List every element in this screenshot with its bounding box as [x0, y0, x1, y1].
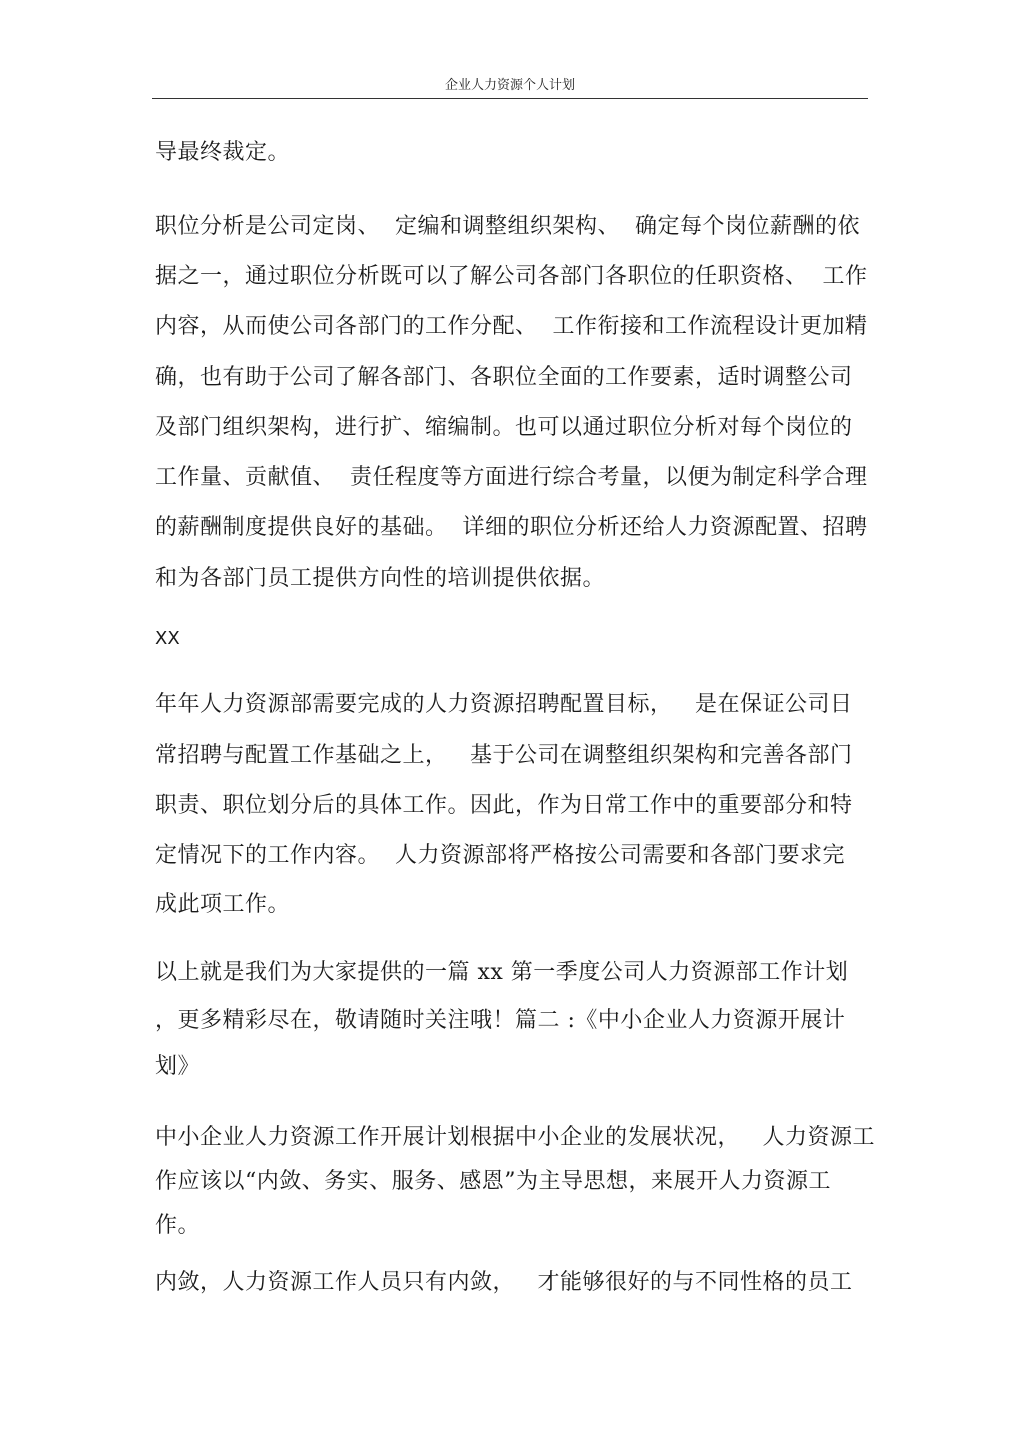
text-line: 定情况下的工作内容。 人力资源部将严格按公司需要和各部门要求完 [155, 843, 845, 868]
text-line: 年年人力资源部需要完成的人力资源招聘配置目标， 是在保证公司日 [155, 692, 853, 717]
text-line: 导最终裁定。 [155, 140, 291, 165]
text-line: ，更多精彩尽在，敬请随时关注哦！篇二 :《中小企业人力资源开展计 [155, 1008, 846, 1033]
text-line: 职责、职位划分后的具体工作。因此，作为日常工作中的重要部分和特 [155, 793, 853, 818]
text-line: 中小企业人力资源工作开展计划根据中小企业的发展状况， 人力资源工 [155, 1125, 875, 1150]
text-line: 成此项工作。 [155, 892, 291, 917]
text-line: 以上就是我们为大家提供的一篇 xx 第一季度公司人力资源部工作计划 [155, 960, 849, 985]
text-line: 据之一，通过职位分析既可以了解公司各部门各职位的任职资格、 工作 [155, 264, 868, 289]
header-divider [152, 98, 868, 99]
text-line: 和为各部门员工提供方向性的培训提供依据。 [155, 566, 606, 591]
text-line: 常招聘与配置工作基础之上， 基于公司在调整组织架构和完善各部门 [155, 743, 853, 768]
text-line: 内容，从而使公司各部门的工作分配、 工作衔接和工作流程设计更加精 [155, 314, 868, 339]
text-line: 的薪酬制度提供良好的基础。 详细的职位分析还给人力资源配置、招聘 [155, 515, 868, 540]
text-line: 内敛，人力资源工作人员只有内敛， 才能够很好的与不同性格的员工 [155, 1270, 853, 1295]
page-header-title: 企业人力资源个人计划 [444, 78, 575, 93]
text-line: 工作量、贡献值、 责任程度等方面进行综合考量，以便为制定科学合理 [155, 465, 868, 490]
text-line: 确，也有助于公司了解各部门、各职位全面的工作要素，适时调整公司 [155, 365, 853, 390]
text-line: 划》 [155, 1054, 201, 1079]
text-line: 职位分析是公司定岗、 定编和调整组织架构、 确定每个岗位薪酬的依 [155, 214, 860, 239]
text-line: XX [155, 628, 180, 649]
text-line: 及部门组织架构，进行扩、缩编制。也可以通过职位分析对每个岗位的 [155, 415, 853, 440]
text-line: 作应该以“内敛、务实、服务、感恩”为主导思想，来展开人力资源工 [155, 1169, 831, 1194]
text-line: 作。 [155, 1213, 201, 1238]
